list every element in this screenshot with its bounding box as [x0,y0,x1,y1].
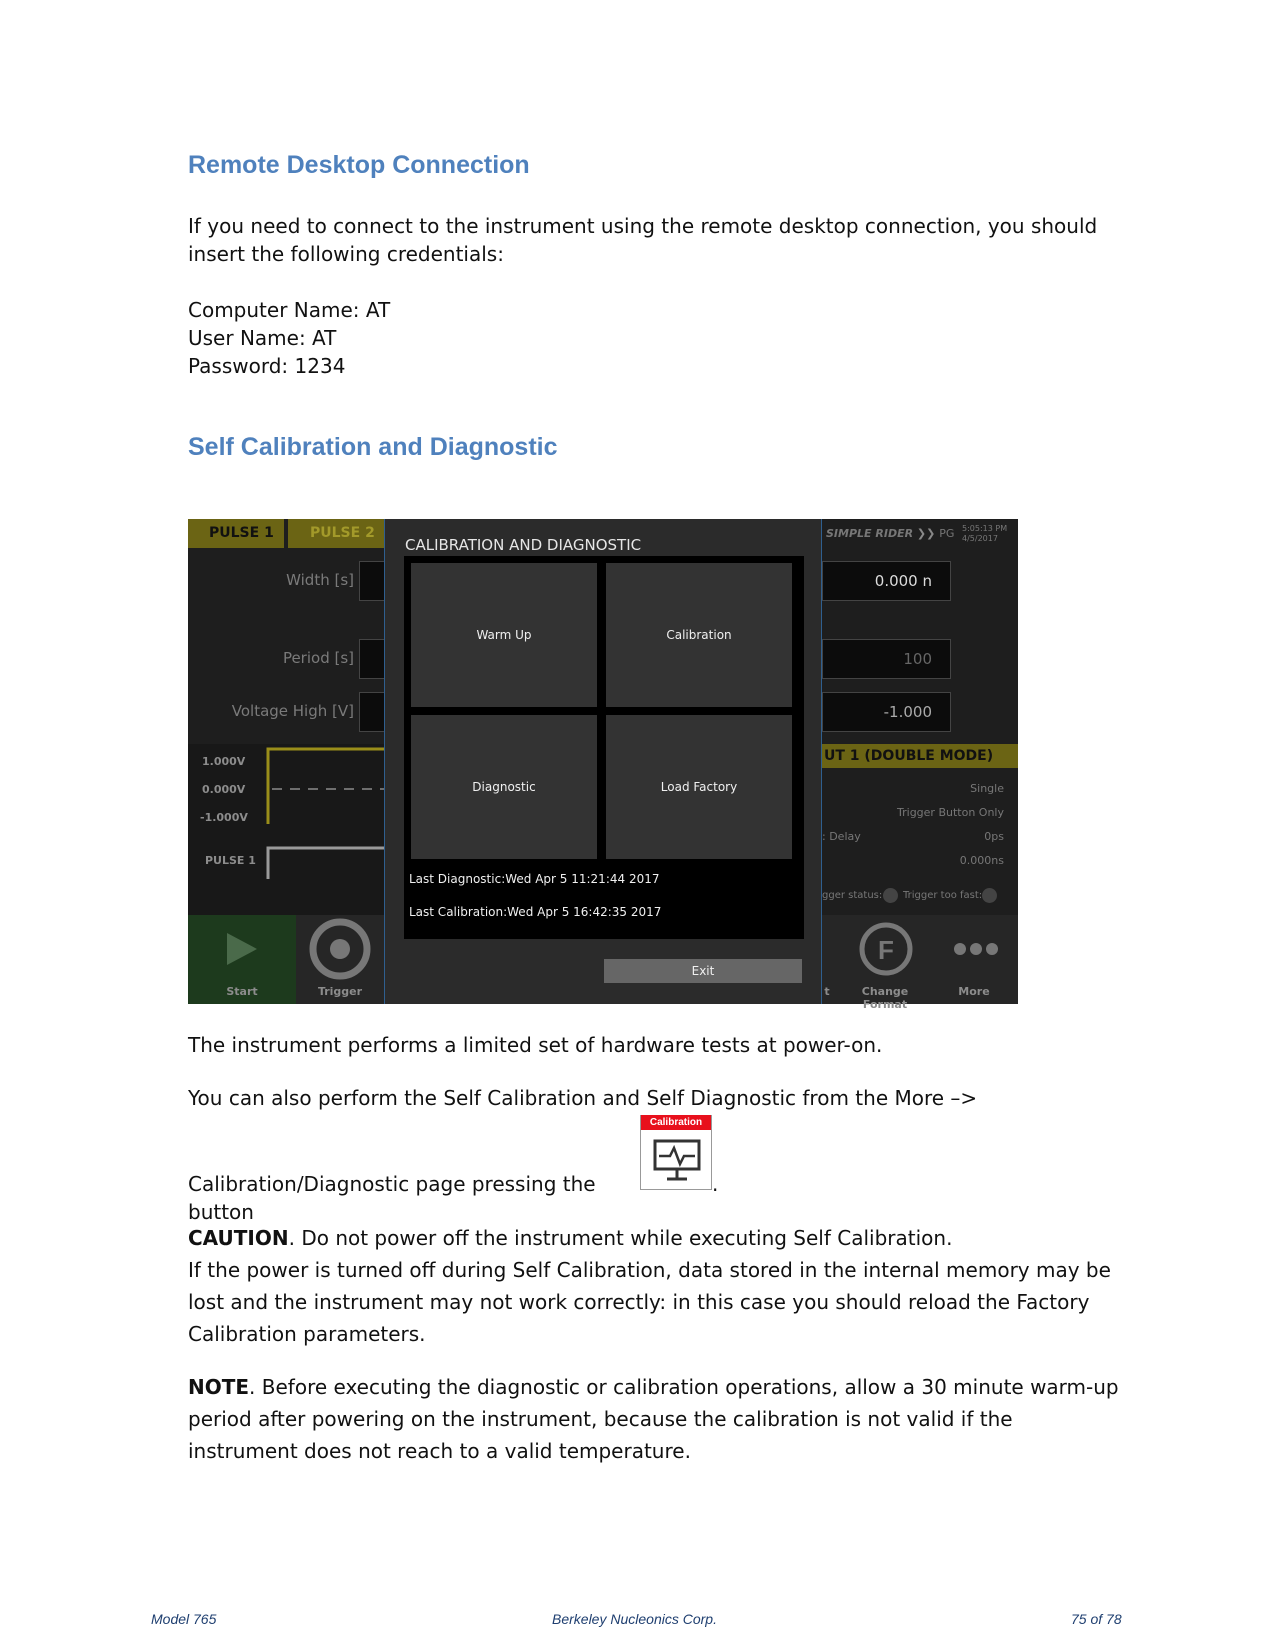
calibration-button-icon [640,1115,712,1190]
clock: 5:05:13 PM 4/5/2017 [962,524,1008,543]
calibration-screenshot [188,519,1018,1011]
output-header: UT 1 (DOUBLE MODE) [822,744,1018,768]
trigger-status-label: gger status: [822,890,883,901]
tab-pulse-1[interactable]: PULSE 1 [209,525,274,541]
wave-label-pulse: PULSE 1 [205,854,256,867]
calibration-dialog [384,519,822,1004]
note-label: NOTE [188,1375,250,1399]
trigger-status-indicator [883,888,898,903]
sentence-end: . [712,1172,719,1196]
calibration-icon-label: Calibration [641,1115,711,1130]
last-calibration: Last Calibration:Wed Apr 5 16:42:35 2017 [409,905,662,919]
caution-details: If the power is turned off during Self Calibration, data stored in the internal memory may be lost and the instrument may not work correctly: in this case you should reload the Factory Calibration parameters. [188,1258,1111,1346]
output-trigger: Trigger Button Only [897,806,1004,819]
diagnostic-button[interactable]: Diagnostic [411,715,597,859]
waveform-plot [188,744,384,915]
tab-pulse-2[interactable]: PULSE 2 [310,525,375,541]
trigger-icon [296,915,384,985]
more-label: More [958,985,990,998]
right-field-width[interactable]: 0.000 n [822,561,951,601]
footer-company: Berkeley Nucleonics Corp. [552,1611,717,1627]
partial-label: t [824,985,830,998]
last-diagnostic: Last Diagnostic:Wed Apr 5 11:21:44 2017 [409,872,660,886]
calibration-button[interactable]: Calibration [606,563,792,707]
more-icon [930,915,1018,985]
note-text: . Before executing the diagnostic or calibration operations, allow a 30 minute warm-up period after powering on the instrument, because the calibration is not valid if the instrument does not reach to a valid temperature. [188,1375,1119,1463]
footer-model: Model 765 [151,1611,217,1627]
section-heading-remote-desktop: Remote Desktop Connection [188,151,530,179]
svg-text:F: F [878,935,894,965]
note-paragraph [188,1371,1128,1467]
section-heading-self-calibration: Self Calibration and Diagnostic [188,433,558,461]
footer-page-number: 75 of 78 [1071,1611,1122,1627]
wave-label-zero: 0.000V [202,783,246,796]
remote-desktop-intro: If you need to connect to the instrument using the remote desktop connection, you should insert the following credentials: [188,214,1098,266]
dialog-panel [404,556,804,939]
right-field-voltage[interactable]: -1.000 [822,692,951,732]
credential-computer-name: Computer Name: AT [188,298,391,322]
monitor-pulse-icon [653,1139,701,1183]
load-factory-button[interactable]: Load Factory [606,715,792,859]
credential-password: Password: 1234 [188,354,346,378]
more-menu-text: You can also perform the Self Calibration and Self Diagnostic from the More –> [188,1086,978,1110]
format-icon [840,915,930,985]
exit-button[interactable]: Exit [604,959,802,983]
calibration-page-text: Calibration/Diagnostic page pressing the button [188,1172,596,1224]
delay-value: 0ps [984,830,1004,843]
delay-label: : Delay [822,830,861,843]
brand-logo: SIMPLE RIDER ❯❯ PG [826,527,955,540]
trigger-too-fast-indicator [982,888,997,903]
right-field-period[interactable]: 100 [822,639,951,679]
start-label: Start [226,985,258,998]
warm-up-button[interactable]: Warm Up [411,563,597,707]
trigger-label: Trigger [317,985,363,998]
caution-paragraph [188,1222,1128,1350]
dialog-title: CALIBRATION AND DIAGNOSTIC [405,536,642,554]
play-icon [188,915,296,985]
output-mode: Single [970,782,1004,795]
wave-label-high: 1.000V [202,755,246,768]
change-format-label: Change Format [861,985,909,1011]
wave-label-low: -1.000V [200,811,248,824]
caution-label: CAUTION [188,1226,289,1250]
output-time: 0.000ns [959,854,1004,867]
period-label: Period [s] [282,649,354,667]
caution-text: . Do not power off the instrument while executing Self Calibration. [288,1226,953,1250]
trigger-too-fast-label: Trigger too fast: [903,890,983,901]
voltage-high-label: Voltage High [V] [231,702,354,720]
power-on-tests-text: The instrument performs a limited set of hardware tests at power-on. [188,1033,883,1057]
width-label: Width [s] [286,571,354,589]
credential-user-name: User Name: AT [188,326,337,350]
